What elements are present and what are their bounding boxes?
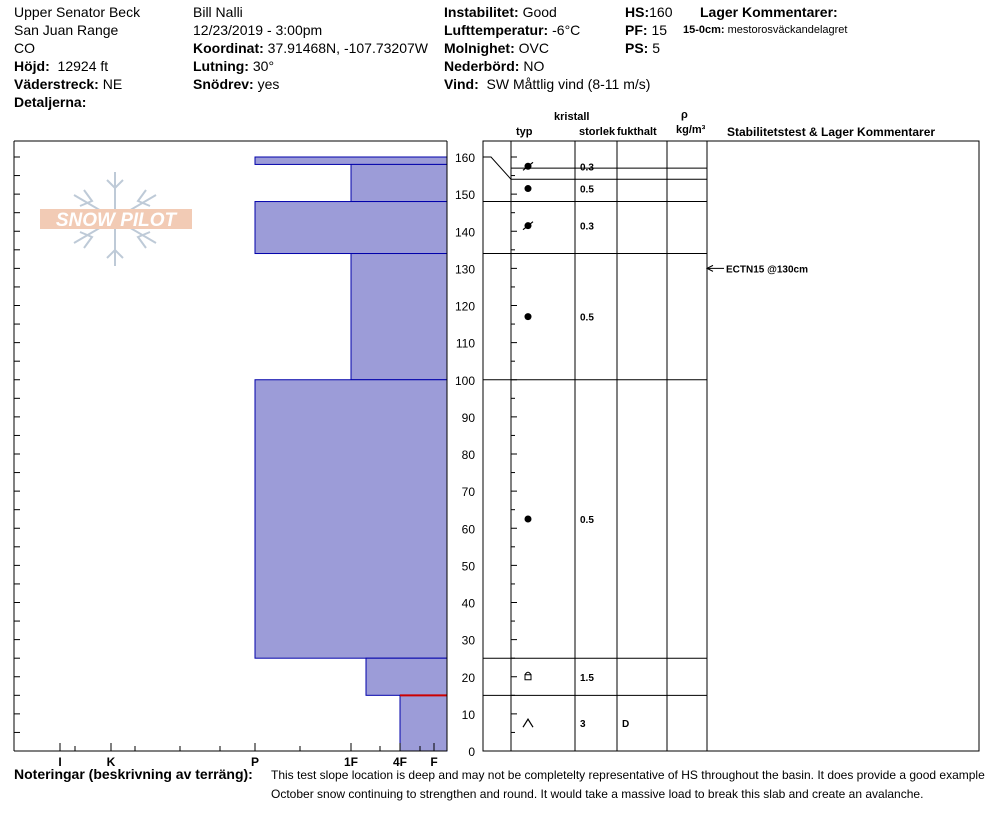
airtemp-value: -6°C — [552, 22, 581, 38]
crystal-rounded-icon — [525, 515, 532, 522]
crystal-depth-hoar-icon — [523, 719, 533, 727]
crystal-size-label: 0.3 — [580, 162, 594, 174]
airtemp-label: Lufttemperatur: — [444, 22, 549, 38]
hardness-tick-label: K — [106, 755, 116, 769]
drift-label: Snödrev: — [193, 76, 254, 92]
depth-tick-label: 50 — [461, 559, 475, 574]
hardness-tick-label: I — [58, 755, 62, 769]
aspect-label: Väderstreck: — [14, 76, 99, 92]
hardness-tick-label: 1F — [343, 755, 359, 769]
layer-comment-text: mestorosväckandelagret — [727, 24, 848, 36]
mountain-range: San Juan Range — [14, 22, 119, 38]
depth-tick-label: 140 — [454, 225, 475, 240]
aspect-value: NE — [102, 76, 123, 92]
crystal-size-label: 0.3 — [580, 221, 594, 233]
details-label: Detaljerna: — [14, 94, 87, 110]
depth-tick-label: 160 — [454, 151, 475, 165]
depth-tick-label: 40 — [461, 596, 475, 611]
col-type-header: typ — [516, 126, 533, 138]
precip-value: NO — [523, 58, 545, 74]
stability-test-label: ECTN15 @130cm — [726, 264, 809, 276]
moisture-label: D — [622, 719, 630, 731]
observer: Bill Nalli — [193, 4, 243, 20]
col-crystal-header: kristall — [554, 111, 590, 123]
crystal-size-label: 0.5 — [580, 514, 594, 526]
coord-value: 37.91468N, -107.73207W — [267, 40, 428, 56]
depth-tick-label: 30 — [461, 633, 475, 648]
crystal-size-label: 0.5 — [580, 312, 594, 324]
pf-value: 15 — [651, 22, 668, 38]
hardness-layer-4 — [351, 254, 447, 380]
hardness-layer-5 — [255, 380, 447, 658]
depth-tick-label: 130 — [454, 262, 475, 277]
ps-value: 5 — [652, 40, 661, 56]
boundary-connector — [483, 157, 511, 179]
layer-comment-depth: 15-0cm: — [683, 24, 725, 36]
location-name: Upper Senator Beck — [14, 4, 141, 20]
hardness-layer-2 — [351, 164, 447, 201]
crystal-rounded-icon — [525, 313, 532, 320]
hardness-tick-label: F — [430, 755, 438, 769]
wind-value: SW Måttlig vind (8-11 m/s) — [486, 76, 651, 92]
profile-table-frame — [483, 141, 979, 751]
col-moisture-header: fukthalt — [617, 126, 657, 138]
col-density-header: kg/m³ — [676, 124, 706, 136]
snowpilot-logo — [40, 172, 192, 266]
col-size-header: storlek — [579, 126, 616, 138]
notes-label: Noteringar (beskrivning av terräng): — [14, 766, 253, 782]
datetime: 12/23/2019 - 3:00pm — [193, 22, 323, 38]
depth-tick-label: 60 — [461, 522, 475, 537]
depth-tick-label: 110 — [455, 336, 475, 351]
hs-label: HS: — [625, 4, 650, 20]
hardness-tick-label: P — [250, 755, 260, 769]
depth-tick-label: 100 — [454, 373, 475, 388]
notes-line-2: October snow continuing to strengthen and round. It would take a massive load to break this slab and create an avalanche. — [271, 787, 924, 801]
col-stability-header: Stabilitetstest & Lager Kommentarer — [727, 125, 936, 139]
notes-line-1: This test slope location is deep and may not be completelty representative of HS throughout the basin. It does provide a good example — [271, 768, 985, 782]
crystal-size-label: 1.5 — [580, 672, 594, 684]
sky-label: Molnighet: — [444, 40, 515, 56]
depth-tick-label: 0 — [468, 745, 475, 759]
depth-tick-label: 90 — [461, 410, 475, 425]
depth-tick-label: 120 — [454, 299, 475, 314]
logo-text: SNOW PILOT — [55, 210, 177, 231]
depth-tick-label: 80 — [461, 448, 475, 462]
depth-tick-label: 20 — [461, 670, 475, 685]
state: CO — [14, 40, 35, 56]
crystal-faceted-icon — [525, 675, 531, 680]
coord-label: Koordinat: — [193, 40, 264, 56]
sky-value: OVC — [518, 40, 549, 56]
depth-tick-label: 150 — [454, 188, 475, 203]
hardness-layer-1 — [255, 157, 447, 164]
stability-value: Good — [522, 4, 557, 20]
stability-label: Instabilitet: — [444, 4, 519, 20]
col-rho-header: ρ — [681, 109, 688, 121]
hardness-layer-7 — [400, 695, 447, 751]
slope-label: Lutning: — [193, 58, 249, 74]
wind-label: Vind: — [444, 76, 479, 92]
pf-label: PF: — [625, 22, 648, 38]
notes-text — [271, 766, 994, 804]
hardness-tick-label: 4F — [392, 755, 408, 769]
crystal-size-label: 3 — [580, 719, 586, 731]
crystal-size-label: 0.5 — [580, 184, 594, 196]
elevation-label: Höjd: — [14, 58, 50, 74]
depth-tick-label: 70 — [461, 485, 475, 500]
hardness-layer-6 — [366, 658, 447, 695]
crystal-rounded-icon — [525, 185, 532, 192]
drift-value: yes — [257, 76, 280, 92]
hardness-layer-3 — [255, 202, 447, 254]
depth-tick-label: 10 — [461, 707, 475, 722]
slope-value: 30° — [252, 58, 275, 74]
layer-comments-label: Lager Kommentarer: — [700, 4, 838, 20]
ps-label: PS: — [625, 40, 649, 56]
precip-label: Nederbörd: — [444, 58, 520, 74]
elevation-value: 12924 ft — [57, 58, 109, 74]
hs-value: 160 — [649, 4, 673, 20]
